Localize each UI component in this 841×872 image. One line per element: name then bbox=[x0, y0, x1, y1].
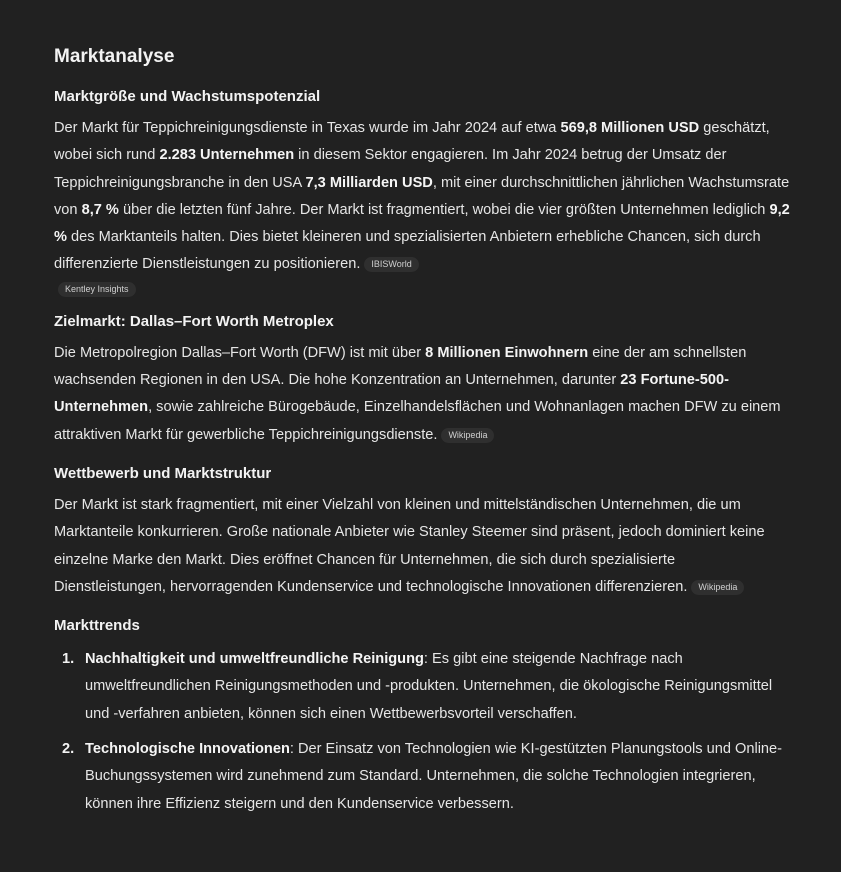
citation-wikipedia[interactable]: Wikipedia bbox=[691, 580, 744, 595]
list-number: 1. bbox=[62, 651, 75, 668]
trends-list bbox=[54, 646, 791, 818]
citation-wikipedia[interactable]: Wikipedia bbox=[441, 428, 494, 443]
section-heading-target-market: Zielmarkt: Dallas–Fort Worth Metroplex bbox=[54, 312, 334, 330]
citation-kentley-insights[interactable]: Kentley Insights bbox=[58, 282, 136, 297]
section-heading-market-size: Marktgröße und Wachstumspotenzial bbox=[54, 88, 321, 105]
section-heading-trends: Markttrends bbox=[54, 617, 140, 635]
page-title: Marktanalyse bbox=[54, 46, 175, 67]
list-number: 2. bbox=[62, 741, 75, 758]
list-item: 2. Technologische Innovationen: Der Einsatz von Technologien wie KI-gestützten Planungstools und Online-Buchungssystemen wird zunehmend zum Standard. Unternehmen, die solche Technologien integrieren, können ihre Effizienz steigern und den Kundenservice verbessern. bbox=[54, 736, 791, 818]
list-item: 1. Nachhaltigkeit und umweltfreundliche Reinigung: Es gibt eine steigende Nachfrage nach umweltfreundlichen Reinigungsmethoden und -produkten. Unternehmen, die ökologische Reinigungsmittel und -verfahren anbieten, können sich einen Wettbewerbsvorteil verschaffen. bbox=[54, 646, 791, 728]
citation-ibisworld[interactable]: IBISWorld bbox=[364, 257, 418, 272]
paragraph-target-market: Die Metropolregion Dallas–Fort Worth (DFW) ist mit über 8 Millionen Einwohnern eine der am schnellsten wachsenden Regionen in den USA. Die hohe Konzentration an Unternehmen, darunter 23 Fortune-500-Unternehmen, sowie zahlreiche Bürogebäude, Einzelhandelsflächen und Wohnanlagen machen DFW zu einem attraktiven Markt für gewerbliche Teppichreinigungsdienste. Wikipedia bbox=[54, 344, 781, 443]
section-heading-competition: Wettbewerb und Marktstruktur bbox=[54, 464, 272, 482]
paragraph-market-size: Der Markt für Teppichreinigungsdienste in Texas wurde im Jahr 2024 auf etwa 569,8 Millionen USD geschätzt, wobei sich rund 2.283 Unternehmen in diesem Sektor engagieren. Im Jahr 2024 betrug der Umsatz der Teppichreinigungsbranche in den USA 7,3 Milliarden USD, mit einer durchschnittlichen jährlichen Wachstumsrate von 8,7 % über die letzten fünf Jahre. Der Markt ist fragmentiert, wobei die vier größten Unternehmen lediglich 9,2 % des Marktanteils halten. Dies bietet kleineren und spezialisierten Anbietern erhebliche Chancen, sich durch differenzierte Dienstleistungen zu positionieren. IBISWorld bbox=[54, 120, 790, 273]
citation-row bbox=[54, 280, 791, 298]
paragraph-competition: Der Markt ist stark fragmentiert, mit einer Vielzahl von kleinen und mittelständischen Unternehmen, die um Marktanteile konkurrieren. Große nationale Anbieter wie Stanley Steemer sind präsent, jedoch dominiert keine einzelne Marke den Markt. Dies eröffnet Chancen für Unternehmen, die sich durch spezialisierte Dienstleistungen, hervorragenden Kundenservice und technologische Innovationen differenzieren. Wikipedia bbox=[54, 496, 765, 595]
